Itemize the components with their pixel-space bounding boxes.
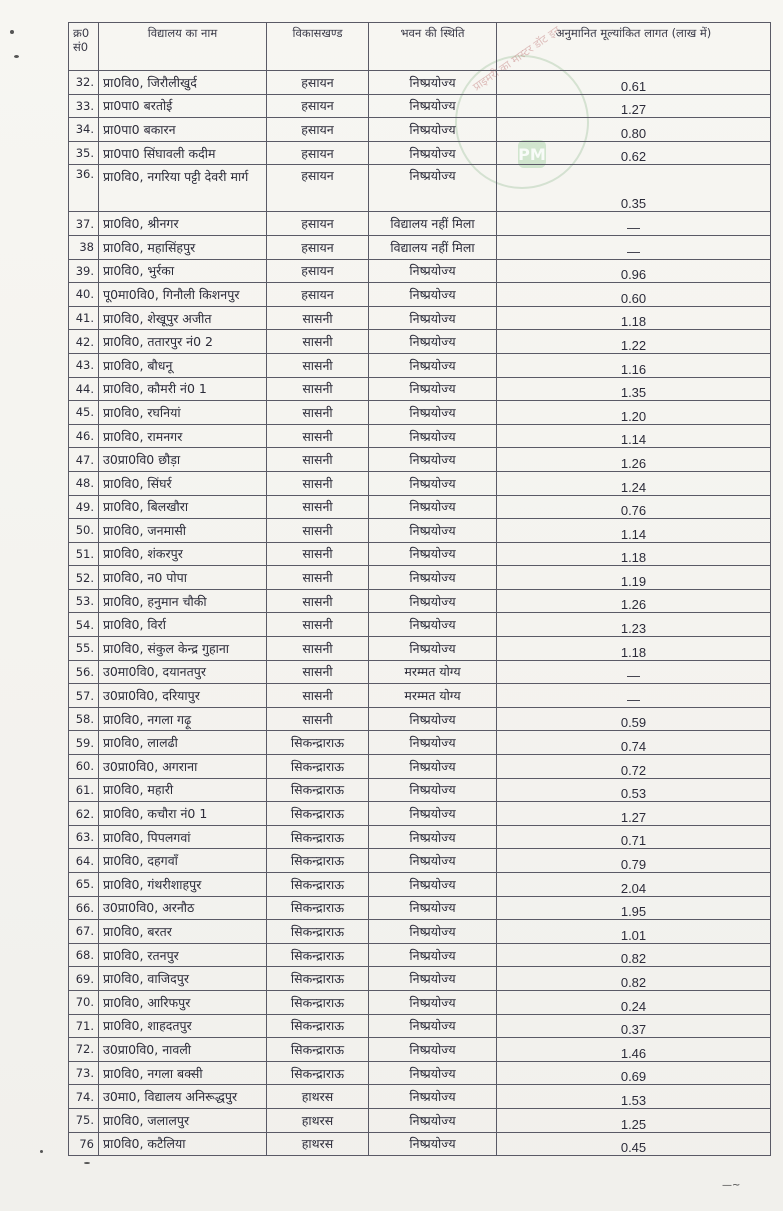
row-school-name: प्रा0वि0, शाहदतपुर <box>99 1014 267 1038</box>
row-serial: 36. <box>69 165 99 212</box>
row-building-status: निष्प्रयोज्य <box>369 141 497 165</box>
row-school-name: प्रा0वि0, जनमासी <box>99 519 267 543</box>
row-school-name: प्रा0वि0, महारी <box>99 778 267 802</box>
row-estimated-cost: 0.53 <box>497 778 771 802</box>
row-block: सासनी <box>267 637 369 661</box>
row-school-name: प्रा0वि0, बौधनू <box>99 353 267 377</box>
row-block: हसायन <box>267 141 369 165</box>
row-serial: 54. <box>69 613 99 637</box>
row-estimated-cost: 0.72 <box>497 755 771 779</box>
row-block: सिकन्द्राराऊ <box>267 731 369 755</box>
table-row <box>69 495 771 519</box>
row-estimated-cost: 1.18 <box>497 306 771 330</box>
row-estimated-cost: 1.14 <box>497 424 771 448</box>
school-building-table <box>68 22 771 1156</box>
row-school-name: प्रा0वि0, विर्रा <box>99 613 267 637</box>
row-estimated-cost: 1.20 <box>497 401 771 425</box>
row-serial: 34. <box>69 118 99 142</box>
row-building-status: विद्यालय नहीं मिला <box>369 212 497 236</box>
table-body <box>69 71 771 1156</box>
row-block: सासनी <box>267 660 369 684</box>
row-estimated-cost: 0.24 <box>497 990 771 1014</box>
row-school-name: प्रा0वि0, ततारपुर नं0 2 <box>99 330 267 354</box>
row-school-name: उ0प्रा0वि0, अरनौठ <box>99 896 267 920</box>
row-school-name: प्रा0वि0, रघनियां <box>99 401 267 425</box>
row-block: सासनी <box>267 613 369 637</box>
row-building-status: निष्प्रयोज्य <box>369 71 497 95</box>
row-block: सिकन्द्राराऊ <box>267 1038 369 1062</box>
row-serial: 47. <box>69 448 99 472</box>
row-building-status: निष्प्रयोज्य <box>369 1038 497 1062</box>
row-block: सिकन्द्राराऊ <box>267 873 369 897</box>
row-estimated-cost: — <box>497 212 771 236</box>
row-estimated-cost: 1.26 <box>497 589 771 613</box>
row-serial: 60. <box>69 755 99 779</box>
row-serial: 41. <box>69 306 99 330</box>
table-row <box>69 519 771 543</box>
row-serial: 71. <box>69 1014 99 1038</box>
row-block: सिकन्द्राराऊ <box>267 1014 369 1038</box>
row-school-name: प्रा0वि0, पिपलगवां <box>99 825 267 849</box>
row-building-status: निष्प्रयोज्य <box>369 471 497 495</box>
row-block: सासनी <box>267 495 369 519</box>
row-building-status: निष्प्रयोज्य <box>369 519 497 543</box>
row-serial: 64. <box>69 849 99 873</box>
row-serial: 44. <box>69 377 99 401</box>
row-estimated-cost: 0.76 <box>497 495 771 519</box>
header-block: विकासखण्ड <box>267 23 369 71</box>
row-estimated-cost: 1.46 <box>497 1038 771 1062</box>
row-serial: 32. <box>69 71 99 95</box>
row-estimated-cost: — <box>497 660 771 684</box>
header-serial: क्र0 सं0 <box>69 23 99 71</box>
row-block: हसायन <box>267 235 369 259</box>
row-building-status: निष्प्रयोज्य <box>369 873 497 897</box>
table-row <box>69 1014 771 1038</box>
row-estimated-cost: 1.22 <box>497 330 771 354</box>
row-school-name: प्रा0वि0, कौमरी नं0 1 <box>99 377 267 401</box>
footer-mark: —~ <box>722 1180 741 1191</box>
row-estimated-cost: 0.45 <box>497 1132 771 1156</box>
row-block: हाथरस <box>267 1132 369 1156</box>
row-building-status: निष्प्रयोज्य <box>369 967 497 991</box>
row-serial: 35. <box>69 141 99 165</box>
row-building-status: निष्प्रयोज्य <box>369 943 497 967</box>
row-serial: 56. <box>69 660 99 684</box>
row-estimated-cost: 0.62 <box>497 141 771 165</box>
row-serial: 69. <box>69 967 99 991</box>
table-row <box>69 71 771 95</box>
row-estimated-cost: 1.27 <box>497 94 771 118</box>
row-building-status: निष्प्रयोज्य <box>369 896 497 920</box>
row-serial: 38 <box>69 235 99 259</box>
row-block: सिकन्द्राराऊ <box>267 943 369 967</box>
row-building-status: निष्प्रयोज्य <box>369 1014 497 1038</box>
row-school-name: प्रा0पा0 सिंघावली कदीम <box>99 141 267 165</box>
table-row <box>69 637 771 661</box>
row-school-name: उ0मा0वि0, दयानतपुर <box>99 660 267 684</box>
row-school-name: प्रा0वि0, बिलखौरा <box>99 495 267 519</box>
row-building-status: निष्प्रयोज्य <box>369 259 497 283</box>
row-building-status: निष्प्रयोज्य <box>369 165 497 212</box>
header-building-status: भवन की स्थिति <box>369 23 497 71</box>
table-row <box>69 920 771 944</box>
row-building-status: निष्प्रयोज्य <box>369 637 497 661</box>
table-row <box>69 353 771 377</box>
row-estimated-cost: 0.71 <box>497 825 771 849</box>
row-school-name: उ0प्रा0वि0 छौड़ा <box>99 448 267 472</box>
row-estimated-cost: — <box>497 684 771 708</box>
row-school-name: प्रा0वि0, हनुमान चौकी <box>99 589 267 613</box>
row-estimated-cost: 0.79 <box>497 849 771 873</box>
row-school-name: प्रा0वि0, वाजिदपुर <box>99 967 267 991</box>
row-block: हसायन <box>267 165 369 212</box>
table-row <box>69 283 771 307</box>
row-estimated-cost: 1.24 <box>497 471 771 495</box>
row-block: हसायन <box>267 283 369 307</box>
row-estimated-cost: 0.74 <box>497 731 771 755</box>
row-estimated-cost: 0.35 <box>497 165 771 212</box>
row-serial: 50. <box>69 519 99 543</box>
row-block: हसायन <box>267 71 369 95</box>
table-row <box>69 542 771 566</box>
row-building-status: निष्प्रयोज्य <box>369 589 497 613</box>
row-estimated-cost: 0.60 <box>497 283 771 307</box>
row-estimated-cost: 1.26 <box>497 448 771 472</box>
row-serial: 62. <box>69 802 99 826</box>
row-serial: 59. <box>69 731 99 755</box>
row-serial: 70. <box>69 990 99 1014</box>
row-building-status: विद्यालय नहीं मिला <box>369 235 497 259</box>
table-row <box>69 566 771 590</box>
table-row <box>69 1132 771 1156</box>
scan-speck <box>84 1162 90 1164</box>
row-building-status: निष्प्रयोज्य <box>369 566 497 590</box>
row-estimated-cost: 1.53 <box>497 1085 771 1109</box>
row-estimated-cost: 1.35 <box>497 377 771 401</box>
row-serial: 53. <box>69 589 99 613</box>
row-school-name: प्रा0वि0, कचौरा नं0 1 <box>99 802 267 826</box>
row-school-name: प्रा0वि0, जिरौलीखुर्द <box>99 71 267 95</box>
row-estimated-cost: 1.14 <box>497 519 771 543</box>
row-building-status: निष्प्रयोज्य <box>369 1108 497 1132</box>
table-row <box>69 448 771 472</box>
row-building-status: निष्प्रयोज्य <box>369 377 497 401</box>
row-block: सासनी <box>267 684 369 708</box>
row-building-status: मरम्मत योग्य <box>369 660 497 684</box>
table-row <box>69 1038 771 1062</box>
row-block: सिकन्द्राराऊ <box>267 849 369 873</box>
row-school-name: प्रा0वि0, श्रीनगर <box>99 212 267 236</box>
row-serial: 76 <box>69 1132 99 1156</box>
row-block: सासनी <box>267 377 369 401</box>
row-school-name: प्रा0वि0, आरिफपुर <box>99 990 267 1014</box>
watermark-logo: PM <box>518 140 546 168</box>
row-serial: 66. <box>69 896 99 920</box>
row-serial: 39. <box>69 259 99 283</box>
row-estimated-cost: 0.69 <box>497 1061 771 1085</box>
row-estimated-cost: 1.95 <box>497 896 771 920</box>
row-school-name: प्रा0वि0, नगला बक्सी <box>99 1061 267 1085</box>
row-serial: 51. <box>69 542 99 566</box>
row-building-status: निष्प्रयोज्य <box>369 401 497 425</box>
table-row <box>69 306 771 330</box>
table-row <box>69 424 771 448</box>
table-header-row <box>69 23 771 71</box>
row-estimated-cost: 0.82 <box>497 967 771 991</box>
table-row <box>69 94 771 118</box>
row-serial: 37. <box>69 212 99 236</box>
row-school-name: प्रा0वि0, नगला गढ़ू <box>99 707 267 731</box>
row-block: सासनी <box>267 542 369 566</box>
table-row <box>69 802 771 826</box>
row-block: हसायन <box>267 259 369 283</box>
row-serial: 74. <box>69 1085 99 1109</box>
row-block: सिकन्द्राराऊ <box>267 1061 369 1085</box>
row-school-name: प्रा0वि0, रतनपुर <box>99 943 267 967</box>
row-building-status: निष्प्रयोज्य <box>369 94 497 118</box>
row-school-name: प्रा0वि0, भुर्रका <box>99 259 267 283</box>
table-row <box>69 235 771 259</box>
row-building-status: निष्प्रयोज्य <box>369 920 497 944</box>
row-block: सासनी <box>267 306 369 330</box>
row-serial: 55. <box>69 637 99 661</box>
row-block: सिकन्द्राराऊ <box>267 825 369 849</box>
row-block: सिकन्द्राराऊ <box>267 896 369 920</box>
row-serial: 49. <box>69 495 99 519</box>
row-serial: 42. <box>69 330 99 354</box>
row-school-name: पू0मा0वि0, गिनौली किशनपुर <box>99 283 267 307</box>
row-block: सासनी <box>267 448 369 472</box>
table-row <box>69 212 771 236</box>
row-school-name: उ0मा0, विद्यालय अनिरूद्धपुर <box>99 1085 267 1109</box>
row-building-status: निष्प्रयोज्य <box>369 118 497 142</box>
table-row <box>69 778 771 802</box>
row-block: सासनी <box>267 566 369 590</box>
row-estimated-cost: 0.82 <box>497 943 771 967</box>
table-row <box>69 471 771 495</box>
row-serial: 45. <box>69 401 99 425</box>
row-school-name: प्रा0वि0, नगरिया पट्टी देवरी मार्ग <box>99 165 267 212</box>
row-school-name: प्रा0वि0, रामनगर <box>99 424 267 448</box>
row-estimated-cost: 1.18 <box>497 637 771 661</box>
row-estimated-cost: 1.27 <box>497 802 771 826</box>
row-serial: 58. <box>69 707 99 731</box>
table-row <box>69 1085 771 1109</box>
table-row <box>69 684 771 708</box>
row-serial: 65. <box>69 873 99 897</box>
row-estimated-cost: 0.59 <box>497 707 771 731</box>
table-row <box>69 589 771 613</box>
table-row <box>69 873 771 897</box>
row-school-name: प्रा0वि0, कटैलिया <box>99 1132 267 1156</box>
table-row <box>69 707 771 731</box>
row-serial: 33. <box>69 94 99 118</box>
table-row <box>69 825 771 849</box>
table-row <box>69 401 771 425</box>
table-row <box>69 118 771 142</box>
table-row <box>69 330 771 354</box>
header-school-name: विद्यालय का नाम <box>99 23 267 71</box>
row-serial: 67. <box>69 920 99 944</box>
row-estimated-cost: 2.04 <box>497 873 771 897</box>
row-building-status: निष्प्रयोज्य <box>369 755 497 779</box>
table-row <box>69 165 771 212</box>
table-row <box>69 896 771 920</box>
row-estimated-cost: 1.01 <box>497 920 771 944</box>
row-serial: 73. <box>69 1061 99 1085</box>
row-school-name: उ0प्रा0वि0, नावली <box>99 1038 267 1062</box>
row-building-status: मरम्मत योग्य <box>369 684 497 708</box>
row-estimated-cost: 0.61 <box>497 71 771 95</box>
row-block: हाथरस <box>267 1085 369 1109</box>
row-serial: 75. <box>69 1108 99 1132</box>
table-row <box>69 1108 771 1132</box>
table-row <box>69 755 771 779</box>
row-block: सिकन्द्राराऊ <box>267 990 369 1014</box>
row-serial: 68. <box>69 943 99 967</box>
row-serial: 43. <box>69 353 99 377</box>
table-row <box>69 377 771 401</box>
row-serial: 52. <box>69 566 99 590</box>
row-building-status: निष्प्रयोज्य <box>369 283 497 307</box>
row-block: सासनी <box>267 353 369 377</box>
row-estimated-cost: 0.37 <box>497 1014 771 1038</box>
row-building-status: निष्प्रयोज्य <box>369 448 497 472</box>
row-block: सिकन्द्राराऊ <box>267 778 369 802</box>
row-estimated-cost: 0.96 <box>497 259 771 283</box>
row-building-status: निष्प्रयोज्य <box>369 330 497 354</box>
row-building-status: निष्प्रयोज्य <box>369 849 497 873</box>
row-school-name: प्रा0वि0, दहगवाँ <box>99 849 267 873</box>
row-serial: 46. <box>69 424 99 448</box>
row-block: हसायन <box>267 94 369 118</box>
row-block: हाथरस <box>267 1108 369 1132</box>
row-school-name: प्रा0वि0, महासिंहपुर <box>99 235 267 259</box>
row-block: सासनी <box>267 330 369 354</box>
row-estimated-cost: 1.19 <box>497 566 771 590</box>
row-school-name: उ0प्रा0वि0, दरियापुर <box>99 684 267 708</box>
row-building-status: निष्प्रयोज्य <box>369 495 497 519</box>
row-serial: 61. <box>69 778 99 802</box>
row-building-status: निष्प्रयोज्य <box>369 424 497 448</box>
row-estimated-cost: 1.16 <box>497 353 771 377</box>
table-row <box>69 990 771 1014</box>
scan-speck <box>14 55 19 58</box>
row-block: सिकन्द्राराऊ <box>267 755 369 779</box>
row-building-status: निष्प्रयोज्य <box>369 1061 497 1085</box>
row-building-status: निष्प्रयोज्य <box>369 731 497 755</box>
table-row <box>69 660 771 684</box>
row-block: सासनी <box>267 519 369 543</box>
row-school-name: प्रा0पा0 बरतोई <box>99 94 267 118</box>
row-estimated-cost: — <box>497 235 771 259</box>
row-building-status: निष्प्रयोज्य <box>369 542 497 566</box>
scan-speck <box>40 1150 43 1153</box>
row-school-name: उ0प्रा0वि0, अगराना <box>99 755 267 779</box>
row-school-name: प्रा0वि0, न0 पोपा <box>99 566 267 590</box>
table-row <box>69 943 771 967</box>
row-school-name: प्रा0वि0, संकुल केन्द्र गुहाना <box>99 637 267 661</box>
row-school-name: प्रा0वि0, गंथरीशाहपुर <box>99 873 267 897</box>
row-school-name: प्रा0वि0, शेखूपुर अजीत <box>99 306 267 330</box>
row-block: सासनी <box>267 589 369 613</box>
row-serial: 40. <box>69 283 99 307</box>
row-building-status: निष्प्रयोज्य <box>369 778 497 802</box>
row-estimated-cost: 0.80 <box>497 118 771 142</box>
watermark-text: प्राइमरी का मास्टर डॉट इन <box>470 23 563 94</box>
row-block: हसायन <box>267 212 369 236</box>
row-school-name: प्रा0वि0, लालढी <box>99 731 267 755</box>
row-school-name: प्रा0वि0, सिंघर्र <box>99 471 267 495</box>
row-serial: 63. <box>69 825 99 849</box>
table-row <box>69 967 771 991</box>
row-block: सासनी <box>267 471 369 495</box>
row-estimated-cost: 1.18 <box>497 542 771 566</box>
table-row <box>69 1061 771 1085</box>
row-block: सिकन्द्राराऊ <box>267 802 369 826</box>
row-block: हसायन <box>267 118 369 142</box>
row-building-status: निष्प्रयोज्य <box>369 990 497 1014</box>
row-building-status: निष्प्रयोज्य <box>369 802 497 826</box>
table-row <box>69 731 771 755</box>
table-row <box>69 259 771 283</box>
row-serial: 57. <box>69 684 99 708</box>
row-estimated-cost: 1.23 <box>497 613 771 637</box>
row-building-status: निष्प्रयोज्य <box>369 613 497 637</box>
row-block: सासनी <box>267 707 369 731</box>
table-row <box>69 849 771 873</box>
row-building-status: निष्प्रयोज्य <box>369 825 497 849</box>
scan-speck <box>10 30 14 34</box>
row-school-name: प्रा0पा0 बकारन <box>99 118 267 142</box>
row-block: सिकन्द्राराऊ <box>267 967 369 991</box>
row-school-name: प्रा0वि0, जलालपुर <box>99 1108 267 1132</box>
row-building-status: निष्प्रयोज्य <box>369 1132 497 1156</box>
row-school-name: प्रा0वि0, शंकरपुर <box>99 542 267 566</box>
row-estimated-cost: 1.25 <box>497 1108 771 1132</box>
row-block: सासनी <box>267 424 369 448</box>
row-building-status: निष्प्रयोज्य <box>369 707 497 731</box>
row-block: सिकन्द्राराऊ <box>267 920 369 944</box>
row-building-status: निष्प्रयोज्य <box>369 1085 497 1109</box>
row-block: सासनी <box>267 401 369 425</box>
header-estimated-cost: अनुमानित मूल्यांकित लागत (लाख में) <box>497 23 771 71</box>
row-serial: 72. <box>69 1038 99 1062</box>
row-building-status: निष्प्रयोज्य <box>369 306 497 330</box>
row-serial: 48. <box>69 471 99 495</box>
row-school-name: प्रा0वि0, बरतर <box>99 920 267 944</box>
table-row <box>69 141 771 165</box>
table-row <box>69 613 771 637</box>
row-building-status: निष्प्रयोज्य <box>369 353 497 377</box>
